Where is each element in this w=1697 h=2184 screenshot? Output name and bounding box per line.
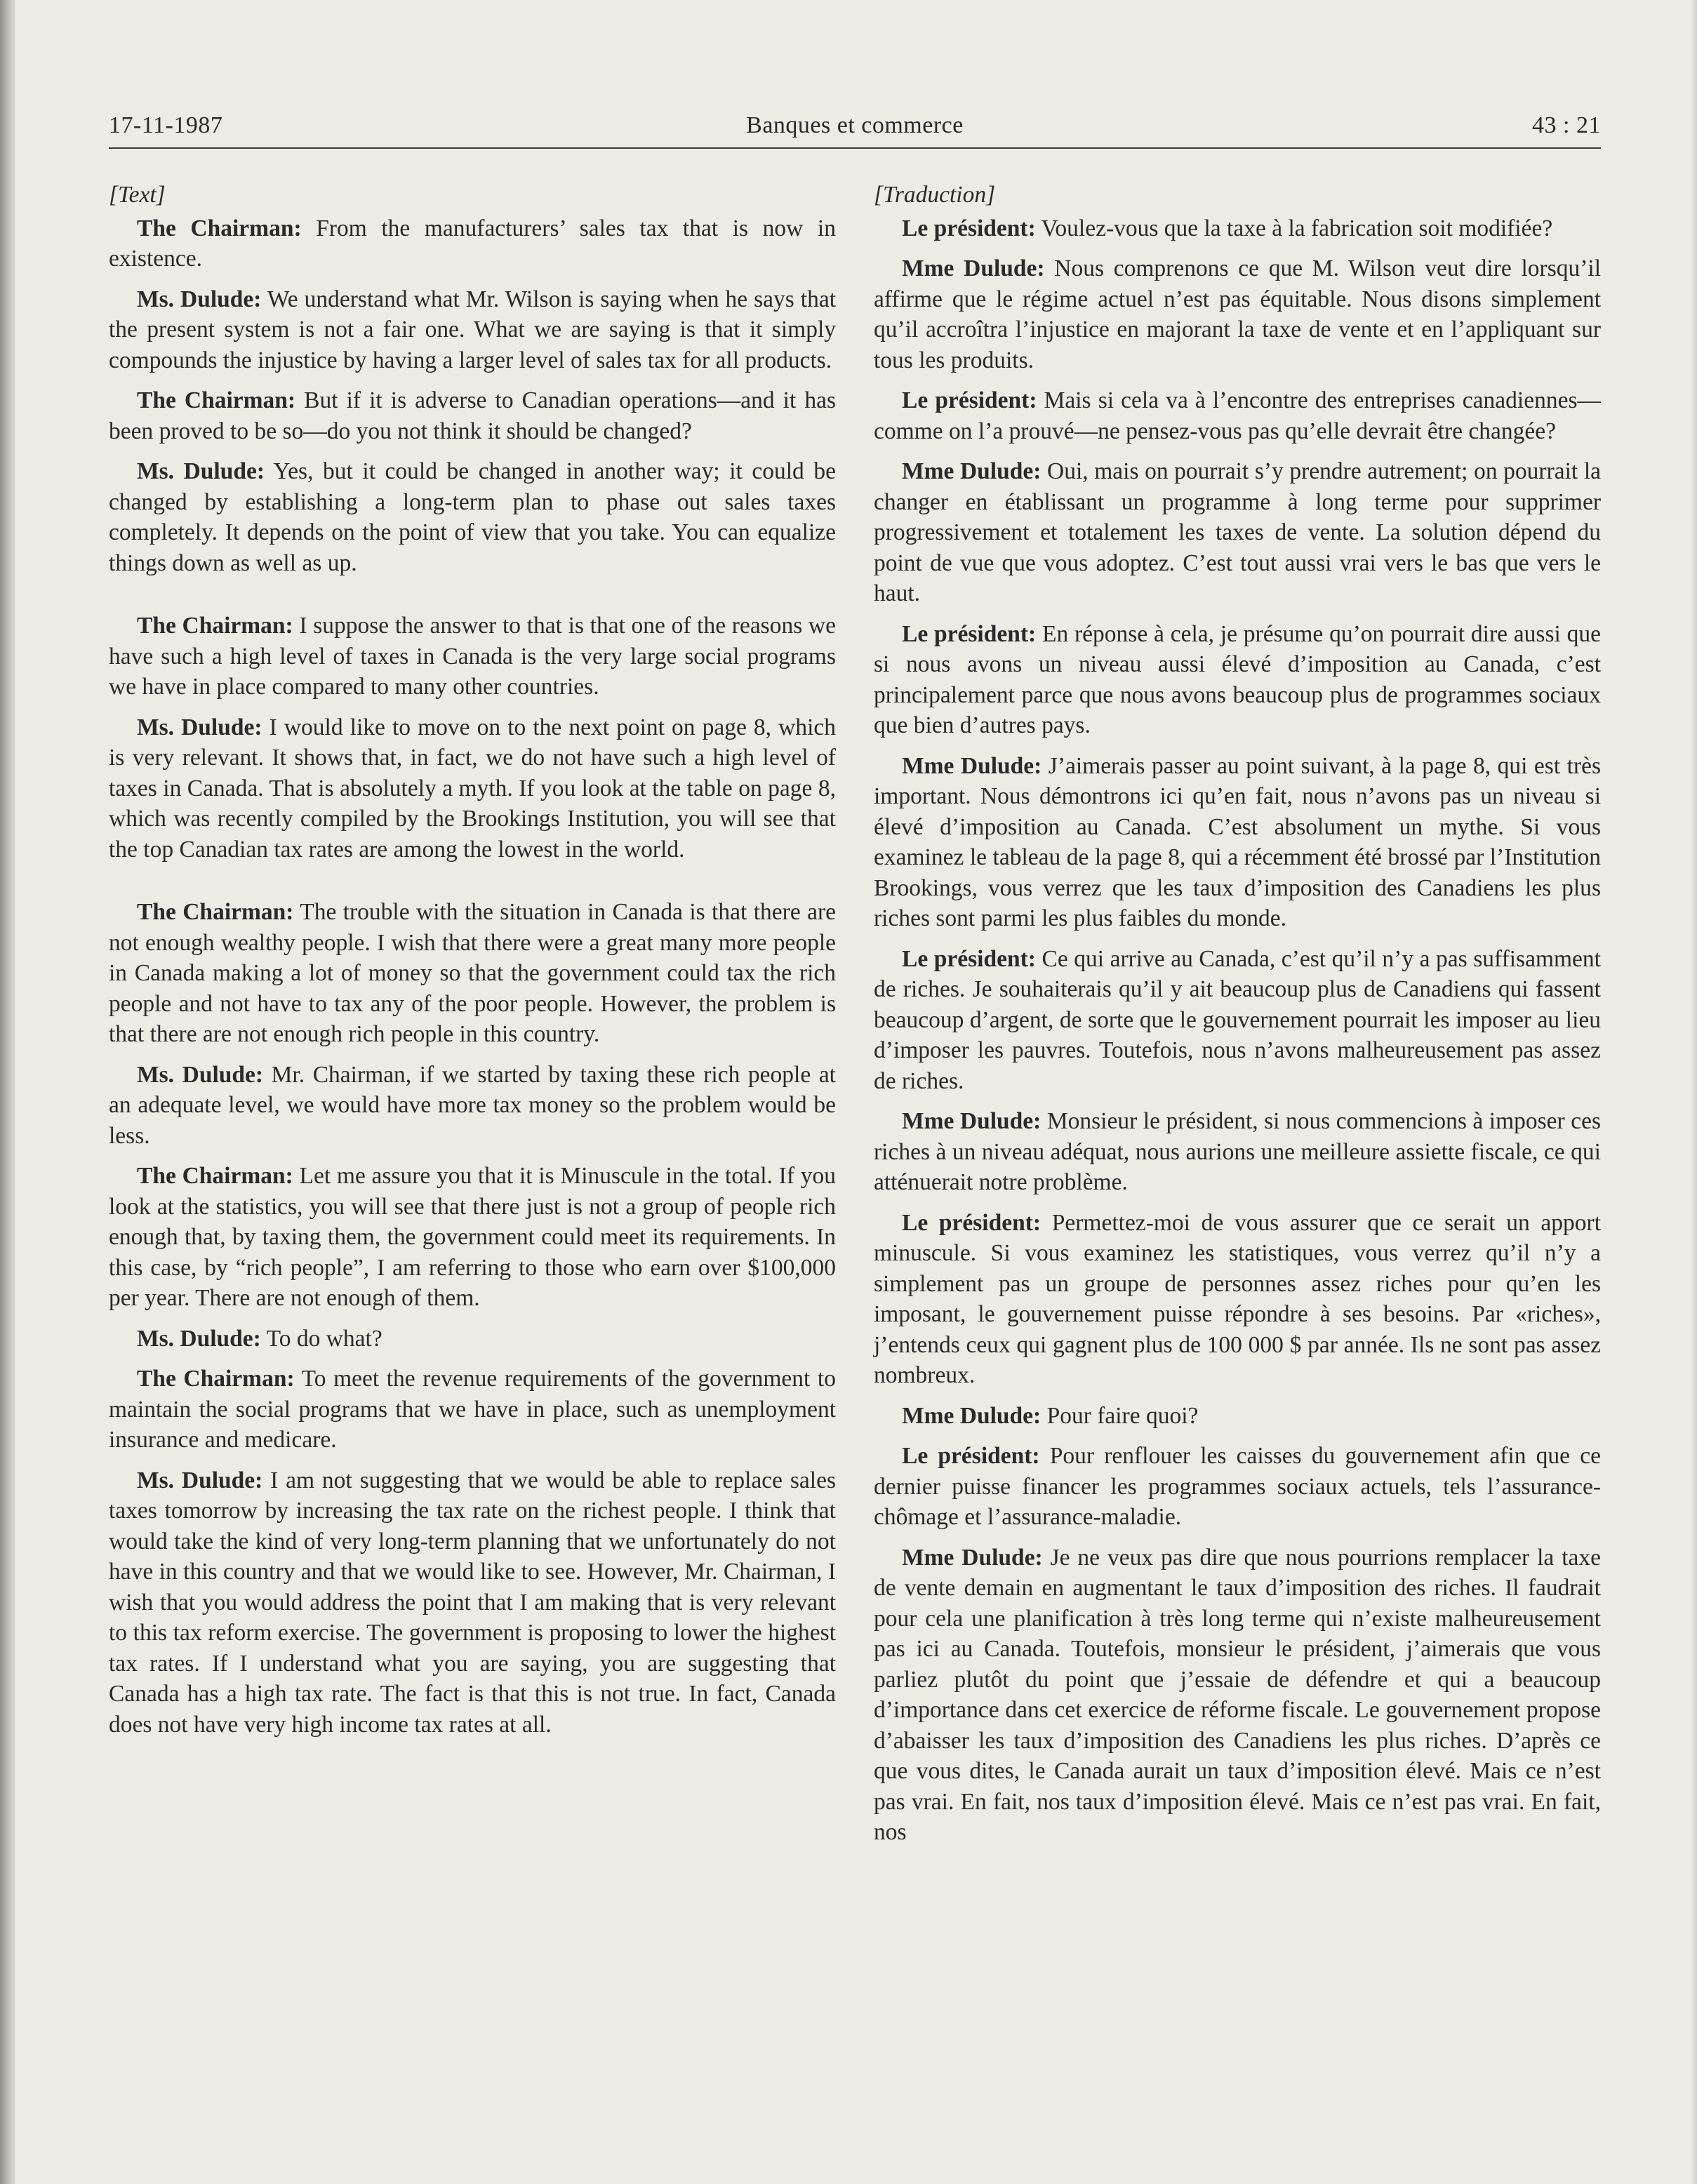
- french-column: [874, 180, 1601, 1858]
- header-date: 17-11-1987: [109, 112, 223, 138]
- transcript-paragraph: [109, 611, 836, 703]
- transcript-paragraph: [874, 1401, 1601, 1432]
- paragraph-text: Mais si cela va à l’encontre des entreprises canadiennes—comme on l’a prouvé—ne pensez-vous pas qu’elle devrait être changée?: [874, 387, 1601, 444]
- section-tag-traduction: [Traduction]: [874, 182, 996, 208]
- transcript-paragraph: [109, 284, 836, 376]
- speaker-name: Mme Dulude:: [902, 1544, 1043, 1571]
- paragraph-text: But if it is adverse to Canadian operations—and it has been proved to be so—do you not think it should be changed?: [109, 387, 836, 444]
- paragraph-text: Nous comprenons ce que M. Wilson veut dire lorsqu’il affirme que le régime actuel n’est pas équitable. Nous disons simplement qu’il accroîtra l’injustice en majorant la taxe de vente et en l’appliquant sur tous les produits.: [874, 255, 1601, 373]
- paragraph-text: I would like to move on to the next point on page 8, which is very relevant. It shows that, in fact, we do not have such a high level of taxes in Canada. That is absolutely a myth. If you look at the table on page 8, which was recently compiled by the Brookings Institution, you will see that the top Canadian tax rates are among the lowest in the world.: [109, 714, 836, 863]
- paragraph-text: Permettez-moi de vous assurer que ce serait un apport minuscule. Si vous examinez les statistiques, vous verrez qu’il n’y a simplement pas un groupe de personnes assez riches pour qu’en les imposant, le gouvernement puisse répondre à ses besoins. Par «riches», j’entends ceux qui gagnent plus de 100 000 $ par année. Ils ne sont pas assez nombreux.: [874, 1209, 1601, 1388]
- transcript-paragraph: [109, 1161, 836, 1314]
- speaker-name: Mme Dulude:: [902, 458, 1042, 484]
- paragraph-text: To do what?: [260, 1325, 382, 1352]
- english-column: [109, 180, 836, 1750]
- section-tag-label: Traduction: [883, 182, 987, 208]
- section-tag-text: [Text]: [109, 182, 166, 208]
- page-header: [109, 112, 1601, 146]
- header-page-number: 43 : 21: [1532, 112, 1601, 138]
- transcript-paragraph: [109, 1465, 836, 1740]
- transcript-paragraph: [874, 1208, 1601, 1391]
- page-edge-shadow: [1690, 0, 1697, 2184]
- speaker-name: The Chairman:: [137, 1163, 293, 1189]
- transcript-paragraph: [874, 619, 1601, 741]
- paragraph-text: Je ne veux pas dire que nous pourrions remplacer la taxe de vente demain en augmentant le taux d’imposition des riches. Il faudrait pour cela une planification à très long terme qui n’existe malheureusement pas ici au Canada. Toutefois, monsieur le président, j’aimerais que vous parliez plutôt du point que j’essaie de défendre et qui a beaucoup d’importance dans cet exercice de réforme fiscale. Le gouvernement propose d’abaisser les taux d’imposition des Canadiens les plus riches. D’après ce que vous dites, le Canada aurait un taux d’imposition élevé. Mais ce n’est pas vrai. En fait, nos taux d’imposition élevé. Mais ce n’est pas vrai. En fait, nos: [874, 1544, 1601, 1845]
- transcript-paragraph: [109, 897, 836, 1050]
- transcript-paragraph: [109, 213, 836, 274]
- paragraph-text: En réponse à cela, je présume qu’on pourrait dire aussi que si nous avons un niveau aussi élevé d’imposition au Canada, c’est principalement parce que nous avons beaucoup plus de programmes sociaux que bien d’autres pays.: [874, 620, 1601, 738]
- transcript-paragraph: [874, 944, 1601, 1097]
- paragraph-text: To meet the revenue requirements of the government to maintain the social programs that we have in place, such as unemployment insurance and medicare.: [109, 1366, 836, 1453]
- speaker-name: Le président:: [902, 387, 1037, 413]
- speaker-name: Le président:: [902, 215, 1036, 241]
- speaker-name: The Chairman:: [137, 215, 302, 241]
- header-rule: [109, 147, 1601, 149]
- speaker-name: Ms. Dulude:: [137, 1061, 264, 1088]
- transcript-paragraph: [874, 456, 1601, 609]
- speaker-name: The Chairman:: [137, 613, 293, 639]
- speaker-name: Le président:: [902, 1443, 1040, 1469]
- transcript-paragraph: [109, 456, 836, 578]
- transcript-paragraph: [874, 1441, 1601, 1533]
- paragraph-text: From the manufacturers’ sales tax that is now in existence.: [109, 215, 836, 272]
- paragraph-text: Oui, mais on pourrait s’y prendre autrement; on pourrait la changer en établissant un programme à long terme pour supprimer progressivement et totalement les taxes de vente. La solution dépend du point de vue que vous adoptez. C’est tout aussi vrai vers le bas que vers le haut.: [874, 458, 1601, 606]
- transcript-paragraph: [109, 1324, 836, 1354]
- transcript-paragraph: [109, 712, 836, 865]
- speaker-name: Mme Dulude:: [902, 752, 1042, 779]
- speaker-name: Mme Dulude:: [902, 255, 1045, 281]
- speaker-name: Mme Dulude:: [902, 1402, 1042, 1429]
- transcript-paragraph: [874, 213, 1601, 244]
- paragraph-text: Yes, but it could be changed in another way; it could be changed by establishing a long-term plan to phase out sales taxes completely. It depends on the point of view that you take. You can equalize things down as well as up.: [109, 458, 836, 576]
- paragraph-text: Let me assure you that it is Minuscule in the total. If you look at the statistics, you will see that there just is not a group of people rich enough that, by taxing them, the government could meet its requirements. In this case, by “rich people”, I am referring to those who earn over $100,000 per year. There are not enough of them.: [109, 1163, 836, 1311]
- paragraph-text: I suppose the answer to that is that one of the reasons we have such a high level of taxes in Canada is the very large social programs we have in place compared to many other countries.: [109, 613, 836, 700]
- paragraph-text: Pour renflouer les caisses du gouvernement afin que ce dernier puisse financer les programmes sociaux actuels, tels l’assurance-chômage et l’assurance-maladie.: [874, 1443, 1601, 1530]
- transcript-paragraph: [874, 1543, 1601, 1848]
- speaker-name: Ms. Dulude:: [137, 714, 262, 740]
- transcript-paragraph: [109, 385, 836, 446]
- speaker-name: Ms. Dulude:: [137, 286, 262, 312]
- paragraph-text: Monsieur le président, si nous commencions à imposer ces riches à un niveau adéquat, nous aurions une meilleure assiette fiscale, ce qui atténuerait notre problème.: [874, 1108, 1601, 1195]
- speaker-name: Le président:: [902, 1209, 1042, 1236]
- transcript-paragraph: [874, 751, 1601, 934]
- transcript-paragraph: [109, 1060, 836, 1152]
- paragraph-text: Ce qui arrive au Canada, c’est qu’il n’y a pas suffisamment de riches. Je souhaiterais qu’il y ait beaucoup plus de Canadiens qui fassent beaucoup d’argent, de sorte que le gouvernement pourrait les imposer au lieu d’imposer les pauvres. Toutefois, nous n’avons malheureusement pas assez de riches.: [874, 945, 1601, 1094]
- paragraph-text: Pour faire quoi?: [1041, 1402, 1199, 1429]
- transcript-paragraph: [874, 1106, 1601, 1198]
- speaker-name: Ms. Dulude:: [137, 1467, 263, 1493]
- section-tag-label: Text: [118, 182, 157, 208]
- speaker-name: Mme Dulude:: [902, 1108, 1042, 1134]
- paragraph-text: Mr. Chairman, if we started by taxing these rich people at an adequate level, we would have more tax money so the problem would be less.: [109, 1061, 836, 1149]
- speaker-name: Ms. Dulude:: [137, 458, 265, 484]
- paragraph-text: I am not suggesting that we would be able to replace sales taxes tomorrow by increasing the tax rate on the richest people. I think that would take the kind of very long-term planning that we unfortunately do not have in this country and that we would like to see. However, Mr. Chairman, I wish that you would address the point that I am making that is very relevant to this tax reform exercise. The government is proposing to lower the highest tax rates. If I understand what you are saying, you are suggesting that Canada has a high tax rate. The fact is that this is not true. In fact, Canada does not have very high income tax rates at all.: [109, 1467, 836, 1738]
- speaker-name: The Chairman:: [137, 899, 294, 925]
- paragraph-text: J’aimerais passer au point suivant, à la page 8, qui est très important. Nous démontrons ici qu’en fait, nous n’avons pas un niveau si élevé d’imposition au Canada. C’est absolument un mythe. Si vous examinez le tableau de la page 8, qui a récemment été brossé par l’Institution Brookings, vous verrez que les taux d’imposition des Canadiens les plus riches sont parmi les plus faibles du monde.: [874, 752, 1602, 931]
- transcript-paragraph: [109, 1364, 836, 1456]
- paragraph-text: The trouble with the situation in Canada is that there are not enough wealthy people. I wish that there were a great many more people in Canada making a lot of money so that the government could tax the rich people and not have to tax any of the poor people. However, the problem is that there are not enough rich people in this country.: [109, 899, 836, 1047]
- book-binding-shadow: [0, 0, 15, 2184]
- paragraph-text: We understand what Mr. Wilson is saying when he says that the present system is not a fair one. What we are saying is that it simply compounds the injustice by having a larger level of sales tax for all products.: [109, 286, 836, 373]
- speaker-name: The Chairman:: [137, 1366, 295, 1392]
- speaker-name: Le président:: [902, 945, 1036, 972]
- speaker-name: Le président:: [902, 620, 1037, 647]
- transcript-paragraph: [874, 385, 1601, 446]
- speaker-name: The Chairman:: [137, 387, 296, 413]
- header-title: Banques et commerce: [746, 112, 964, 138]
- transcript-paragraph: [874, 253, 1601, 375]
- paragraph-text: Voulez-vous que la taxe à la fabrication soit modifiée?: [1035, 215, 1553, 241]
- speaker-name: Ms. Dulude:: [137, 1325, 261, 1352]
